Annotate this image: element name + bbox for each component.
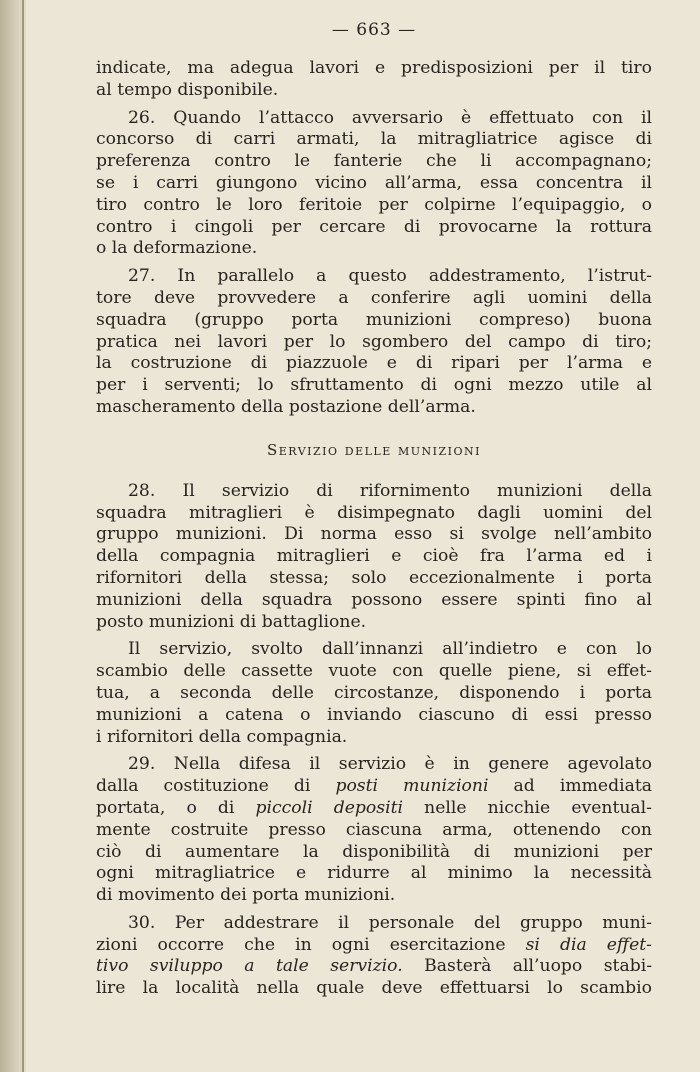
- text-run: concorso di carri armati, la mitragliatrice agisce di: [96, 129, 652, 150]
- text-line: [96, 173, 652, 195]
- text-line: [96, 238, 652, 260]
- text-line: [96, 108, 652, 130]
- text-line: [96, 481, 652, 503]
- paragraph-28-continued: [96, 639, 652, 748]
- text-run: ogni mitragliatrice e ridurre al minimo la necessità: [96, 863, 652, 884]
- text-line: [96, 863, 652, 885]
- text-line: [96, 885, 652, 907]
- text-line: [96, 397, 652, 419]
- text-run: di movimento dei porta munizioni.: [96, 885, 396, 906]
- text-run: gruppo munizioni. Di norma esso si svolge nell’ambito: [96, 524, 652, 545]
- text-line: [96, 661, 652, 683]
- text-run: pratica nei lavori per lo sgombero del campo di tiro;: [96, 331, 652, 352]
- text-line: [96, 58, 652, 80]
- text-run: rifornitori della stessa; solo eccezionalmente i porta: [96, 567, 652, 588]
- text-run: 28. Il servizio di rifornimento munizioni della: [128, 480, 652, 501]
- text-run: mente costruite presso ciascuna arma, ottenendo con: [96, 819, 652, 840]
- text-run: posto munizioni di battaglione.: [96, 611, 367, 632]
- text-line: [96, 978, 652, 1000]
- text-run: contro i cingoli per cercare di provocarne la rottura: [96, 216, 652, 237]
- text-run: 26. Quando l’attacco avversario è effettuato con il: [128, 107, 652, 128]
- text-line: [96, 705, 652, 727]
- text-line: [96, 129, 652, 151]
- section-heading: Servizio delle munizioni: [267, 440, 481, 459]
- text-line: [96, 217, 652, 239]
- text-run: tore deve provvedere a conferire agli uomini della: [96, 287, 652, 308]
- text-line: [96, 820, 652, 842]
- italic-phrase: tivo sviluppo a tale servizio.: [96, 956, 403, 977]
- text-line: [96, 568, 652, 590]
- paragraph-29: [96, 754, 652, 907]
- paragraph-30: [96, 913, 652, 1000]
- italic-phrase: si dia effet-: [525, 934, 652, 955]
- text-run: squadra mitraglieri è disimpegnato dagli uomini del: [96, 502, 652, 523]
- text-line: [96, 524, 652, 546]
- page-body: [96, 58, 652, 1000]
- text-run: zioni occorre che in ogni esercitazione: [96, 934, 526, 955]
- text-line: [96, 935, 652, 957]
- text-line: [96, 375, 652, 397]
- text-line: [96, 80, 652, 102]
- text-run: i rifornitori della compagnia.: [96, 726, 348, 747]
- text-line: [96, 353, 652, 375]
- text-run: munizioni a catena o inviando ciascuno di essi presso: [96, 704, 652, 725]
- paragraph-0: [96, 58, 652, 102]
- text-run: 27. In parallelo a questo addestramento, l’istrut-: [128, 266, 652, 287]
- text-run: munizioni della squadra possono essere spinti fino al: [96, 589, 652, 610]
- text-run: indicate, ma adegua lavori e predisposizioni per il tiro: [96, 58, 652, 78]
- text-run: preferenza contro le fanterie che li accompagnano;: [96, 151, 652, 172]
- text-run: nelle nicchie eventual-: [403, 797, 652, 818]
- page-number: — 663 —: [331, 20, 417, 40]
- text-run: portata, o di: [96, 797, 256, 818]
- text-run: squadra (gruppo porta munizioni compreso) buona: [96, 309, 652, 330]
- text-run: ciò di aumentare la disponibilità di munizioni per: [96, 841, 652, 862]
- paragraph-28: [96, 481, 652, 634]
- text-line: [96, 612, 652, 634]
- text-run: lire la località nella quale deve effettuarsi lo scambio: [96, 978, 652, 999]
- text-run: la costruzione di piazzuole e di ripari per l’arma e: [96, 353, 652, 374]
- text-line: [96, 195, 652, 217]
- text-line: [96, 288, 652, 310]
- text-line: [96, 776, 652, 798]
- text-run: 29. Nella difesa il servizio è in genere agevolato: [128, 754, 652, 775]
- text-run: al tempo disponibile.: [96, 79, 279, 100]
- text-line: [96, 913, 652, 935]
- text-run: tiro contro le loro feritoie per colpirne l’equipaggio, o: [96, 194, 652, 215]
- text-line: [96, 266, 652, 288]
- text-run: Il servizio, svolto dall’innanzi all’indietro e con lo: [128, 639, 652, 660]
- text-run: dalla costituzione di: [96, 776, 336, 797]
- text-run: o la deformazione.: [96, 238, 258, 259]
- italic-phrase: piccoli depositi: [255, 797, 404, 818]
- text-run: scambio delle cassette vuote con quelle piene, si effet-: [96, 661, 652, 682]
- italic-phrase: posti munizioni: [335, 776, 489, 797]
- text-line: [96, 546, 652, 568]
- text-line: [96, 956, 652, 978]
- text-run: se i carri giungono vicino all’arma, essa concentra il: [96, 172, 652, 193]
- text-run: della compagnia mitraglieri e cioè fra l’arma ed i: [96, 546, 652, 567]
- text-run: 30. Per addestrare il personale del gruppo muni-: [128, 912, 652, 933]
- page-fold: [22, 0, 24, 1072]
- text-line: [96, 754, 652, 776]
- text-line: [96, 503, 652, 525]
- text-line: [96, 332, 652, 354]
- text-line: [96, 590, 652, 612]
- text-line: [96, 151, 652, 173]
- text-line: [96, 727, 652, 749]
- paragraph-27: [96, 266, 652, 419]
- text-run: Basterà all’uopo stabi-: [402, 956, 652, 977]
- text-run: per i serventi; lo sfruttamento di ogni mezzo utile al: [96, 375, 652, 396]
- text-line: [96, 683, 652, 705]
- text-run: ad immediata: [488, 776, 652, 797]
- paragraph-26: [96, 108, 652, 261]
- text-line: [96, 639, 652, 661]
- text-run: tua, a seconda delle circostanze, disponendo i porta: [96, 682, 652, 703]
- text-line: [96, 310, 652, 332]
- text-run: mascheramento della postazione dell’arma.: [96, 396, 476, 417]
- text-line: [96, 798, 652, 820]
- text-line: [96, 842, 652, 864]
